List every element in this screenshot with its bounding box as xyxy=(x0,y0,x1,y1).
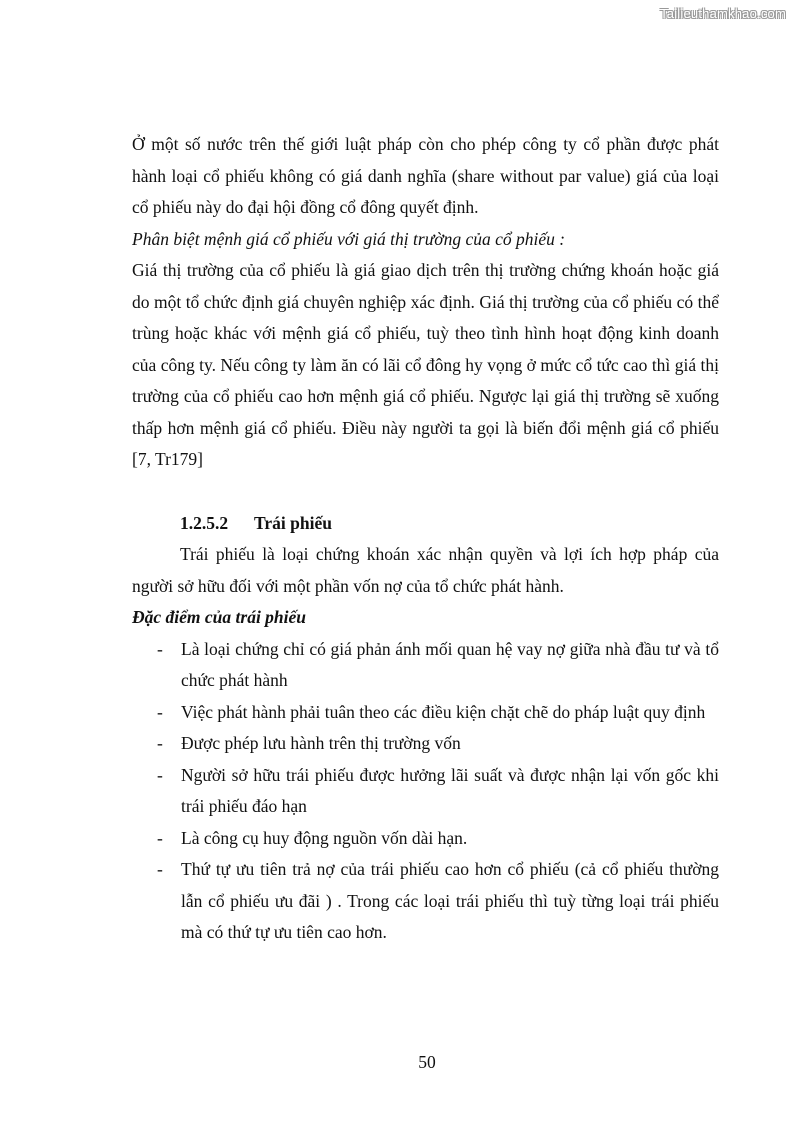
dash-marker: - xyxy=(157,827,163,848)
list-item-text: Việc phát hành phải tuân theo các điều kiện chặt chẽ do pháp luật quy định xyxy=(181,701,706,722)
dash-marker: - xyxy=(157,764,163,785)
list-item-text: Người sở hữu trái phiếu được hưởng lãi suất và được nhận lại vốn gốc khi trái phiếu đáo hạn xyxy=(181,764,719,816)
list-item-text: Thứ tự ưu tiên trả nợ của trái phiếu cao hơn cổ phiếu (cả cổ phiếu thường lẫn cổ phiếu ưu đãi ) . Trong các loại trái phiếu thì tuỳ từng loại trái phiếu mà có thứ tự ưu tiên cao hơn. xyxy=(181,859,719,942)
dash-marker: - xyxy=(157,638,163,659)
list-item xyxy=(132,760,719,823)
list-item xyxy=(132,697,719,729)
list-item-text: Là loại chứng chỉ có giá phản ánh mối quan hệ vay nợ giữa nhà đầu tư và tổ chức phát hành xyxy=(181,638,719,690)
section-number: 1.2.5.2 xyxy=(180,512,229,533)
bond-features-list xyxy=(132,634,719,949)
list-item-text: Được phép lưu hành trên thị trường vốn xyxy=(181,733,461,753)
dash-marker: - xyxy=(157,733,163,753)
list-item xyxy=(132,728,719,760)
page-number: 50 xyxy=(418,1052,436,1072)
list-item-text: Là công cụ huy động nguồn vốn dài hạn. xyxy=(181,827,468,848)
subheading-bond-features: Đặc điểm của trái phiếu xyxy=(132,607,307,627)
subheading-price-distinction: Phân biệt mệnh giá cổ phiếu với giá thị trường của cổ phiếu : xyxy=(132,228,566,249)
list-item xyxy=(132,634,719,697)
list-item xyxy=(132,823,719,855)
page-body xyxy=(132,129,719,949)
paragraph-market-price: Giá thị trường của cổ phiếu là giá giao dịch trên thị trường chứng khoán hoặc giá do một tổ chức định giá chuyên nghiệp xác định. Giá thị trường của cổ phiếu có thể trùng hoặc khác với mệnh giá cổ phiếu, tuỳ theo tình hình hoạt động kinh doanh của công ty. Nếu công ty làm ăn có lãi cổ đông hy vọng ở mức cổ tức cao thì giá thị trường của cổ phiếu cao hơn mệnh giá cổ phiếu. Ngược lại giá thị trường sẽ xuống thấp hơn mệnh giá cổ phiếu. Điều này người ta gọi là biến đổi mệnh giá cổ phiếu [7, Tr179] xyxy=(132,260,719,469)
paragraph-par-value: Ở một số nước trên thế giới luật pháp còn cho phép công ty cổ phần được phát hành loại cổ phiếu không có giá danh nghĩa (share without par value) giá của loại cổ phiếu này do đại hội đồng cổ đông quyết định. xyxy=(132,134,719,217)
paragraph-bond-definition: Trái phiếu là loại chứng khoán xác nhận quyền và lợi ích hợp pháp của người sở hữu đối với một phần vốn nợ của tổ chức phát hành. xyxy=(132,544,719,596)
section-heading xyxy=(180,508,719,540)
dash-marker: - xyxy=(157,859,163,879)
section-title: Trái phiếu xyxy=(254,512,332,533)
dash-marker: - xyxy=(157,701,163,722)
watermark: Tailieuthamkhao.com xyxy=(660,6,786,21)
list-item xyxy=(132,854,719,949)
